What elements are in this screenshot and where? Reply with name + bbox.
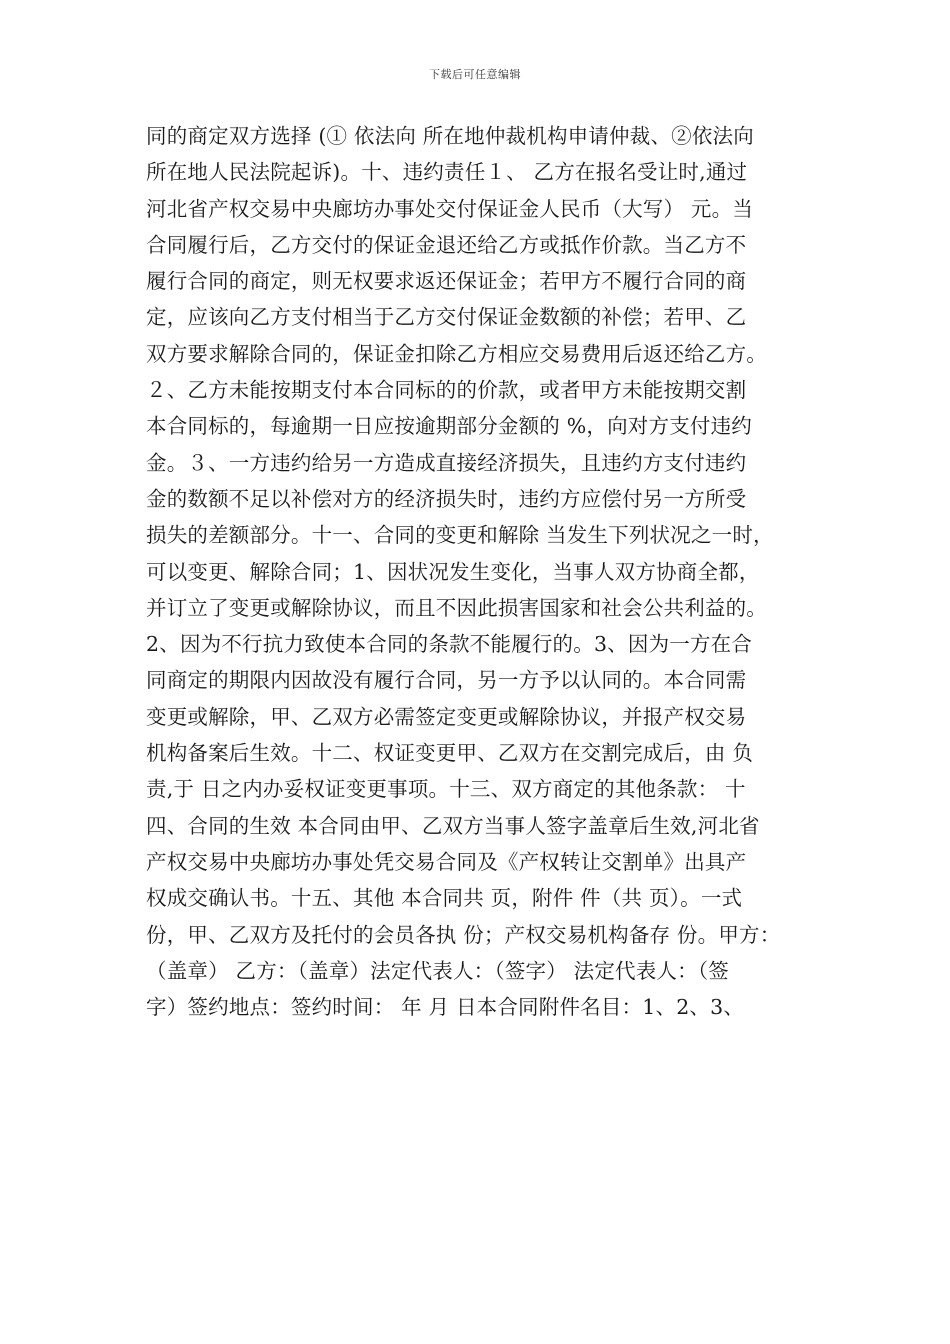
text-line: 责,于 日之内办妥权证变更事项。十三、双方商定的其他条款： 十 <box>146 777 746 802</box>
text-line: 双方要求解除合同的，保证金扣除乙方相应交易费用后返还给乙方。 <box>146 341 767 366</box>
text-line: 产权交易中央廊坊办事处凭交易合同及《产权转让交割单》出具产 <box>146 849 747 874</box>
text-line: 损失的差额部分。十一、合同的变更和解除 当发生下列状况之一时， <box>146 523 774 548</box>
text-line: 变更或解除，甲、乙双方必需签定变更或解除协议，并报产权交易 <box>146 704 747 729</box>
text-line: 同的商定双方选择 (① 依法向 所在地仲裁机构申请仲裁、②依法向 <box>146 124 754 148</box>
text-line: 定，应该向乙方支付相当于乙方交付保证金数额的补偿；若甲、乙 <box>146 305 747 330</box>
text-line: 2、因为不行抗力致使本合同的条款不能履行的。3、因为一方在合 <box>146 632 753 657</box>
text-line: 所在地人民法院起诉)。十、违约责任１、 乙方在报名受让时,通过 <box>146 160 748 185</box>
text-line: 同商定的期限内因故没有履行合同，另一方予以认同的。本合同需 <box>146 668 747 693</box>
page-header: 下载后可任意编辑 <box>429 68 521 81</box>
text-line: 字）签约地点：签约时间： 年 月 日本合同附件名目：1、2、3、 <box>146 995 745 1020</box>
text-line: 履行合同的商定，则无权要求返还保证金；若甲方不履行合同的商 <box>146 269 747 294</box>
text-line: 并订立了变更或解除协议，而且不因此损害国家和社会公共利益的。 <box>146 595 767 620</box>
text-line: 金。３、一方违约给另一方造成直接经济损失，且违约方支付违约 <box>146 450 747 475</box>
text-line: ２、乙方未能按期支付本合同标的的价款，或者甲方未能按期交割 <box>146 378 747 403</box>
text-line: 可以变更、解除合同；1、因状况发生变化，当事人双方协商全都， <box>146 559 760 584</box>
document-body <box>146 118 822 1025</box>
text-line: 金的数额不足以补偿对方的经济损失时，违约方应偿付另一方所受 <box>146 486 747 511</box>
text-line: （盖章） 乙方：（盖章）法定代表人：（签字） 法定代表人：（签 <box>146 958 729 983</box>
text-line: 份，甲、乙双方及托付的会员各执 份；产权交易机构备存 份。甲方： <box>146 922 781 947</box>
text-line: 四、合同的生效 本合同由甲、乙双方当事人签字盖章后生效,河北省 <box>146 813 760 838</box>
text-line: 权成交确认书。十五、其他 本合同共 页，附件 件（共 页）。一式 <box>146 886 743 911</box>
text-line: 本合同标的，每逾期一日应按逾期部分金额的 %，向对方支付违约 <box>146 414 752 439</box>
text-line: 机构备案后生效。十二、权证变更甲、乙双方在交割完成后，由 负 <box>146 741 754 766</box>
text-line: 合同履行后，乙方交付的保证金退还给乙方或抵作价款。当乙方不 <box>146 232 747 257</box>
text-line: 河北省产权交易中央廊坊办事处交付保证金人民币（大写） 元。当 <box>146 196 754 221</box>
